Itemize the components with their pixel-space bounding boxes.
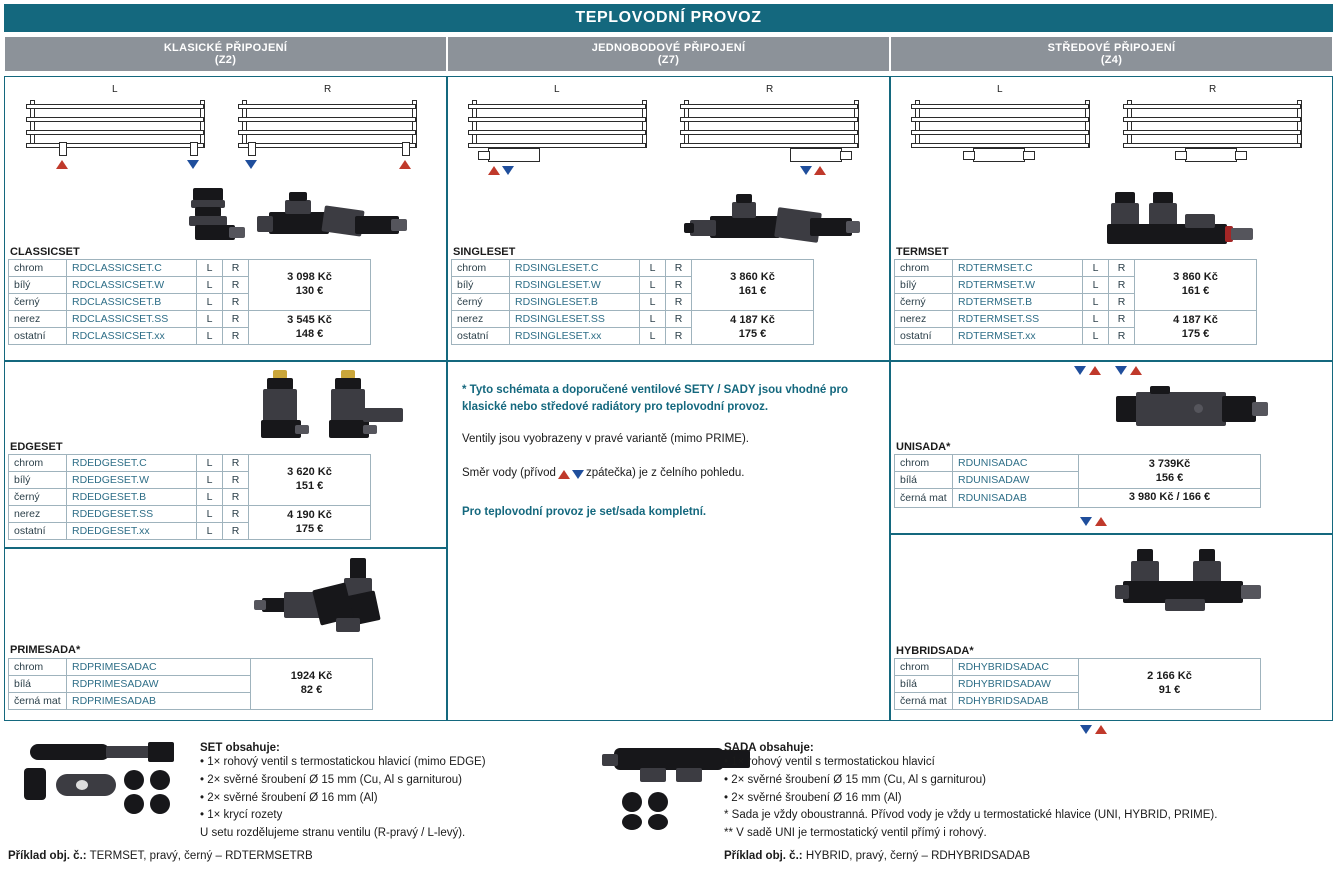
- price-czk: 4 187 Kč: [730, 313, 775, 326]
- finish-cell: ostatní: [452, 328, 510, 345]
- price-cell: [1079, 659, 1261, 710]
- finish-cell: ostatní: [9, 328, 67, 345]
- edgeset-valve-image: [255, 368, 435, 448]
- unisada-valve-image: [1110, 382, 1290, 444]
- code-cell: RDCLASSICSET.B: [67, 294, 197, 311]
- column-header-middle-title: STŘEDOVÉ PŘIPOJENÍ: [1047, 42, 1176, 54]
- return-arrow-icon: [800, 166, 812, 175]
- side-r-cell: R: [223, 455, 249, 472]
- side-r-cell: R: [223, 506, 249, 523]
- price-cell: [1135, 260, 1257, 311]
- hybridsada-valve-image: [1115, 545, 1305, 625]
- return-arrow-icon: [1080, 517, 1092, 526]
- valve-icon: [840, 151, 852, 160]
- side-r-cell: R: [223, 328, 249, 345]
- sada-contents-item: • 2× svěrné šroubení Ø 15 mm (Cu, Al s garniturou): [724, 773, 986, 786]
- notes-block: [462, 382, 877, 521]
- sada-example: [724, 850, 1030, 862]
- set-contents-image: [20, 740, 190, 830]
- table-row: [895, 455, 1261, 472]
- side-l-cell: L: [197, 277, 223, 294]
- schematic-label-l: L: [997, 84, 1003, 95]
- side-l-cell: L: [1083, 328, 1109, 345]
- schematic-label-r: R: [324, 84, 332, 95]
- price-cell: [249, 311, 371, 345]
- hybridsada-table: [894, 658, 1261, 710]
- price-cell: [249, 506, 371, 540]
- code-cell: RDSINGLESET.xx: [510, 328, 640, 345]
- classicset-valve-image: [185, 186, 415, 248]
- price-eur: 151 €: [295, 480, 324, 492]
- unisada-arrows-group: [1074, 366, 1142, 375]
- schematic-label-r: R: [1209, 84, 1217, 95]
- code-cell: RDTERMSET.xx: [953, 328, 1083, 345]
- finish-cell: chrom: [895, 260, 953, 277]
- valve-icon: [190, 142, 198, 156]
- termset-valve-image: [1105, 188, 1285, 250]
- code-cell: RDCLASSICSET.xx: [67, 328, 197, 345]
- column-header-classic: [4, 36, 447, 72]
- sada-contents-item: * Sada je vždy oboustranná. Přívod vody je vždy u termostatické hlavice (UNI, HYBRID, PRIME).: [724, 809, 1218, 822]
- valve-icon: [488, 148, 540, 162]
- valve-icon: [478, 151, 490, 160]
- return-arrow-icon: [1074, 366, 1086, 375]
- sada-contents-item: • 1× rohový ventil s termostatickou hlavicí: [724, 756, 935, 768]
- edgeset-name: EDGESET: [10, 441, 63, 453]
- finish-cell: černý: [895, 294, 953, 311]
- supply-arrow-icon: [399, 160, 411, 169]
- code-cell: RDUNISADAC: [953, 455, 1079, 472]
- table-row: [9, 260, 371, 277]
- price-cell: 3 980 Kč / 166 €: [1079, 489, 1261, 508]
- sada-contents-item: ** V sadě UNI je termostatický ventil přímý i rohový.: [724, 827, 987, 840]
- return-arrow-icon: [572, 470, 584, 479]
- primesada-table: [8, 658, 373, 710]
- price-eur: 175 €: [1181, 327, 1210, 340]
- price-czk: 1924 Kč: [290, 670, 333, 683]
- supply-arrow-icon: [1095, 517, 1107, 526]
- finish-cell: bílý: [9, 277, 67, 294]
- price-eur: 91 €: [1158, 684, 1181, 696]
- side-r-cell: R: [223, 260, 249, 277]
- side-r-cell: R: [666, 294, 692, 311]
- price-cell: [692, 311, 814, 345]
- side-r-cell: R: [1109, 311, 1135, 328]
- side-l-cell: L: [640, 260, 666, 277]
- note-line4: Pro teplovodní provoz je set/sada kompletní.: [462, 505, 707, 518]
- classicset-table: [8, 259, 371, 345]
- code-cell: RDHYBRIDSADAW: [953, 676, 1079, 693]
- supply-arrow-icon: [488, 166, 500, 175]
- sada-contents-title: SADA obsahuje:: [724, 742, 814, 754]
- supply-arrow-icon: [814, 166, 826, 175]
- side-l-cell: L: [640, 328, 666, 345]
- singleset-name: SINGLESET: [453, 246, 516, 258]
- side-l-cell: L: [197, 294, 223, 311]
- finish-cell: černý: [9, 489, 67, 506]
- side-l-cell: L: [197, 328, 223, 345]
- code-cell: RDEDGESET.W: [67, 472, 197, 489]
- finish-cell: chrom: [9, 659, 67, 676]
- note-line2: Ventily jsou vyobrazeny v pravé variantě (mimo PRIME).: [462, 433, 749, 446]
- finish-cell: černá mat: [9, 693, 67, 710]
- side-l-cell: L: [640, 277, 666, 294]
- schematic-classic-right: [232, 84, 432, 184]
- schematic-classic-left: [20, 84, 220, 184]
- radiator-graphic: [1117, 100, 1312, 148]
- side-r-cell: R: [223, 277, 249, 294]
- finish-cell: nerez: [9, 311, 67, 328]
- finish-cell: černá mat: [895, 489, 953, 508]
- table-row: [452, 260, 814, 277]
- code-cell: RDTERMSET.B: [953, 294, 1083, 311]
- primesada-valve-image: [240, 556, 420, 646]
- sada-example-text: HYBRID, pravý, černý – RDHYBRIDSADAB: [805, 850, 1031, 862]
- side-r-cell: R: [223, 294, 249, 311]
- primesada-name: PRIMESADA*: [10, 644, 81, 656]
- side-l-cell: L: [197, 455, 223, 472]
- price-cell: [692, 260, 814, 311]
- price-cell: [251, 659, 373, 710]
- side-l-cell: L: [640, 311, 666, 328]
- code-cell: RDHYBRIDSADAC: [953, 659, 1079, 676]
- supply-arrow-icon: [56, 160, 68, 169]
- column-header-classic-code: (Z2): [214, 54, 237, 66]
- set-example: [8, 850, 313, 862]
- code-cell: RDSINGLESET.C: [510, 260, 640, 277]
- finish-cell: černý: [9, 294, 67, 311]
- set-example-text: TERMSET, pravý, černý – RDTERMSETRB: [89, 850, 313, 862]
- price-czk: 2 166 Kč: [1147, 670, 1192, 683]
- side-l-cell: L: [640, 294, 666, 311]
- hybridsada-arrows-group-bottom: [1080, 725, 1107, 734]
- finish-cell: nerez: [9, 506, 67, 523]
- valve-icon: [1175, 151, 1187, 160]
- set-contents-item: • 1× rohový ventil s termostatickou hlavicí (mimo EDGE): [200, 756, 486, 768]
- finish-cell: ostatní: [9, 523, 67, 540]
- side-l-cell: L: [197, 523, 223, 540]
- finish-cell: bílá: [895, 676, 953, 693]
- price-eur: 148 €: [295, 327, 324, 340]
- table-row: [452, 311, 814, 328]
- side-r-cell: R: [223, 489, 249, 506]
- side-r-cell: R: [1109, 328, 1135, 345]
- code-cell: RDUNISADAB: [953, 489, 1079, 508]
- price-czk: 3 620 Kč: [287, 466, 332, 479]
- code-cell: RDSINGLESET.B: [510, 294, 640, 311]
- finish-cell: černý: [452, 294, 510, 311]
- side-l-cell: L: [197, 506, 223, 523]
- side-l-cell: L: [197, 489, 223, 506]
- side-r-cell: R: [1109, 294, 1135, 311]
- table-row: [895, 659, 1261, 676]
- supply-arrow-icon: [1130, 366, 1142, 375]
- hybridsada-arrows-group-top: [1080, 517, 1107, 526]
- table-row: [9, 311, 371, 328]
- finish-cell: bílý: [9, 472, 67, 489]
- code-cell: RDPRIMESADAW: [67, 676, 251, 693]
- column-header-middle: [890, 36, 1333, 72]
- supply-arrow-icon: [1095, 725, 1107, 734]
- finish-cell: bílý: [452, 277, 510, 294]
- code-cell: RDCLASSICSET.C: [67, 260, 197, 277]
- valve-icon: [790, 148, 842, 162]
- price-eur: 161 €: [738, 285, 767, 297]
- side-r-cell: R: [666, 260, 692, 277]
- price-czk: 4 190 Kč: [287, 508, 332, 521]
- note-line3-pre: Směr vody (přívod: [462, 466, 556, 479]
- code-cell: RDEDGESET.B: [67, 489, 197, 506]
- table-row: [895, 260, 1257, 277]
- finish-cell: chrom: [9, 455, 67, 472]
- code-cell: RDTERMSET.C: [953, 260, 1083, 277]
- table-row: [9, 506, 371, 523]
- radiator-graphic: [905, 100, 1100, 148]
- finish-cell: ostatní: [895, 328, 953, 345]
- price-eur: 161 €: [1181, 285, 1210, 297]
- code-cell: RDHYBRIDSADAB: [953, 693, 1079, 710]
- side-r-cell: R: [1109, 260, 1135, 277]
- supply-arrow-icon: [1089, 366, 1101, 375]
- finish-cell: chrom: [452, 260, 510, 277]
- schematic-label-r: R: [766, 84, 774, 95]
- column-header-single: [447, 36, 890, 72]
- side-l-cell: L: [1083, 277, 1109, 294]
- price-czk: 4 187 Kč: [1173, 313, 1218, 326]
- side-r-cell: R: [666, 277, 692, 294]
- column-header-single-title: JEDNOBODOVÉ PŘIPOJENÍ: [591, 42, 746, 54]
- note-star: * Tyto schémata a doporučené ventilové SETY / SADY jsou vhodné pro klasické nebo středové radiátory pro teplovodní provoz.: [462, 384, 848, 413]
- price-eur: 156 €: [1155, 471, 1184, 484]
- column-header-classic-title: KLASICKÉ PŘIPOJENÍ: [163, 42, 288, 54]
- radiator-graphic: [232, 100, 427, 148]
- side-l-cell: L: [1083, 260, 1109, 277]
- code-cell: RDEDGESET.C: [67, 455, 197, 472]
- edgeset-table: [8, 454, 371, 540]
- side-r-cell: R: [1109, 277, 1135, 294]
- sada-contents-item: • 2× svěrné šroubení Ø 16 mm (Al): [724, 791, 902, 804]
- finish-cell: bílý: [895, 277, 953, 294]
- code-cell: RDPRIMESADAC: [67, 659, 251, 676]
- table-row: [895, 489, 1261, 508]
- code-cell: RDPRIMESADAB: [67, 693, 251, 710]
- code-cell: RDCLASSICSET.W: [67, 277, 197, 294]
- schematic-single-right: [674, 84, 874, 184]
- schematic-middle-right: [1117, 84, 1317, 184]
- price-eur: 130 €: [295, 285, 324, 297]
- code-cell: RDEDGESET.SS: [67, 506, 197, 523]
- side-r-cell: R: [223, 311, 249, 328]
- valve-icon: [973, 148, 1025, 162]
- hybridsada-name: HYBRIDSADA*: [896, 645, 974, 657]
- side-l-cell: L: [197, 260, 223, 277]
- side-l-cell: L: [197, 472, 223, 489]
- return-arrow-icon: [502, 166, 514, 175]
- radiator-graphic: [462, 100, 657, 148]
- unisada-name: UNISADA*: [896, 441, 951, 453]
- radiator-graphic: [20, 100, 215, 148]
- side-r-cell: R: [666, 328, 692, 345]
- valve-icon: [1235, 151, 1247, 160]
- table-row: [9, 455, 371, 472]
- column-header-single-code: (Z7): [657, 54, 680, 66]
- code-cell: RDTERMSET.W: [953, 277, 1083, 294]
- side-r-cell: R: [223, 472, 249, 489]
- side-r-cell: R: [666, 311, 692, 328]
- code-cell: RDSINGLESET.SS: [510, 311, 640, 328]
- singleset-table: [451, 259, 814, 345]
- table-row: [9, 659, 373, 676]
- set-contents-item: • 2× svěrné šroubení Ø 16 mm (Al): [200, 791, 378, 804]
- side-l-cell: L: [1083, 311, 1109, 328]
- price-eur: 175 €: [295, 522, 324, 535]
- code-cell: RDCLASSICSET.SS: [67, 311, 197, 328]
- set-contents-item: U setu rozdělujeme stranu ventilu (R-pravý / L-levý).: [200, 827, 466, 840]
- side-l-cell: L: [197, 311, 223, 328]
- finish-cell: chrom: [895, 659, 953, 676]
- termset-table: [894, 259, 1257, 345]
- finish-cell: chrom: [9, 260, 67, 277]
- price-cell: [249, 455, 371, 506]
- sada-contents-text: [724, 742, 1324, 843]
- singleset-valve-image: [680, 190, 870, 250]
- finish-cell: bílá: [895, 472, 953, 489]
- unisada-table: [894, 454, 1261, 508]
- code-cell: RDEDGESET.xx: [67, 523, 197, 540]
- price-czk: 3 860 Kč: [730, 271, 775, 284]
- price-czk: 3 545 Kč: [287, 313, 332, 326]
- side-r-cell: R: [223, 523, 249, 540]
- return-arrow-icon: [245, 160, 257, 169]
- supply-arrow-icon: [558, 470, 570, 479]
- valve-icon: [402, 142, 410, 156]
- schematic-label-l: L: [112, 84, 118, 95]
- classicset-name: CLASSICSET: [10, 246, 80, 258]
- return-arrow-icon: [1115, 366, 1127, 375]
- note-line3-post: zpátečka) je z čelního pohledu.: [585, 466, 745, 479]
- note-line3: [462, 465, 877, 482]
- side-l-cell: L: [1083, 294, 1109, 311]
- price-eur: 175 €: [738, 327, 767, 340]
- finish-cell: nerez: [895, 311, 953, 328]
- schematic-single-left: [462, 84, 662, 184]
- radiator-graphic: [674, 100, 869, 148]
- termset-name: TERMSET: [896, 246, 949, 258]
- code-cell: RDUNISADAW: [953, 472, 1079, 489]
- valve-icon: [1023, 151, 1035, 160]
- set-contents-item: • 2× svěrné šroubení Ø 15 mm (Cu, Al s garniturou): [200, 773, 462, 786]
- sada-example-label: Příklad obj. č.:: [724, 850, 803, 862]
- valve-icon: [59, 142, 67, 156]
- return-arrow-icon: [187, 160, 199, 169]
- finish-cell: chrom: [895, 455, 953, 472]
- price-eur: 82 €: [300, 684, 323, 696]
- table-row: [895, 311, 1257, 328]
- schematic-middle-left: [905, 84, 1105, 184]
- price-cell: [1079, 455, 1261, 489]
- price-cell: [1135, 311, 1257, 345]
- finish-cell: bílá: [9, 676, 67, 693]
- page-title: TEPLOVODNÍ PROVOZ: [4, 4, 1333, 32]
- price-czk: 3 860 Kč: [1173, 271, 1218, 284]
- price-cell: [249, 260, 371, 311]
- finish-cell: černá mat: [895, 693, 953, 710]
- return-arrow-icon: [1080, 725, 1092, 734]
- schematic-label-l: L: [554, 84, 560, 95]
- valve-icon: [1185, 148, 1237, 162]
- set-contents-item: • 1× krycí rozety: [200, 809, 283, 822]
- code-cell: RDSINGLESET.W: [510, 277, 640, 294]
- finish-cell: nerez: [452, 311, 510, 328]
- valve-icon: [248, 142, 256, 156]
- code-cell: RDTERMSET.SS: [953, 311, 1083, 328]
- valve-icon: [963, 151, 975, 160]
- set-contents-title: SET obsahuje:: [200, 742, 280, 754]
- price-czk: 3 739Kč: [1148, 457, 1191, 470]
- price-czk: 3 098 Kč: [287, 271, 332, 284]
- column-header-middle-code: (Z4): [1100, 54, 1123, 66]
- set-example-label: Příklad obj. č.:: [8, 850, 87, 862]
